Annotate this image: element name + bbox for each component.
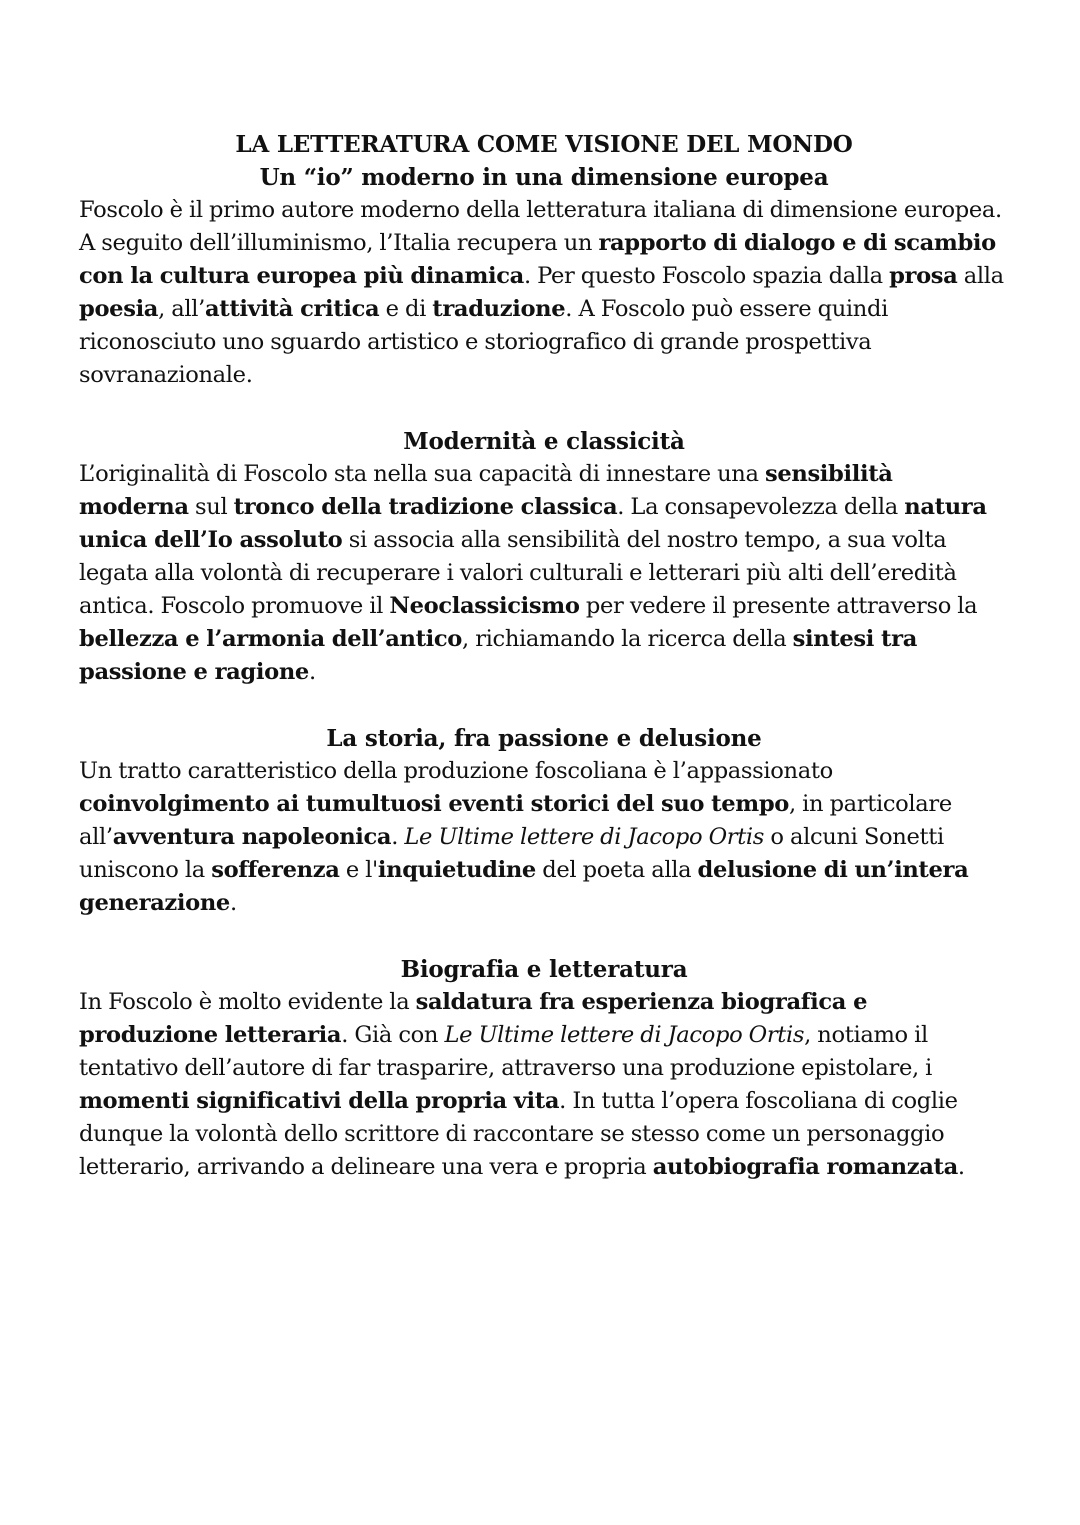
text-run: . xyxy=(391,824,405,850)
bold-text: momenti significativi della propria vita xyxy=(79,1088,560,1114)
section-gap xyxy=(79,392,1009,425)
bold-text: sintesi tra passione e ragione xyxy=(79,626,917,685)
bold-text: bellezza e l’armonia dell’antico xyxy=(79,626,463,652)
bold-text: autobiografia romanzata xyxy=(652,1154,958,1180)
text-run: . Già con xyxy=(341,1022,445,1048)
bold-text: poesia xyxy=(79,296,159,322)
text-run: . Per questo Foscolo spazia dalla xyxy=(523,263,890,289)
bold-text: sensibilità moderna xyxy=(79,461,893,520)
bold-text: Neoclassicismo xyxy=(389,593,580,619)
section-gap xyxy=(79,689,1009,722)
text-run: del poeta alla xyxy=(535,857,698,883)
bold-text: rapporto di dialogo e di scambio con la cultura europea più dinamica xyxy=(79,230,996,289)
text-run: e di xyxy=(379,296,433,322)
text-run: sul xyxy=(188,494,234,520)
italic-title: Le Ultime lettere di Jacopo Ortis xyxy=(444,1022,805,1048)
document-page xyxy=(79,128,1009,1184)
section-gap xyxy=(79,920,1009,953)
bold-text: sofferenza xyxy=(211,857,340,883)
text-run: L’originalità di Foscolo sta nella sua capacità di innestare una xyxy=(79,461,765,487)
paragraph-modernita xyxy=(79,458,1009,689)
section-title-modernita: Modernità e classicità xyxy=(403,428,685,455)
section-title-io-moderno: Un “io” moderno in una dimensione europea xyxy=(259,164,829,191)
italic-title: Le Ultime lettere di Jacopo Ortis xyxy=(404,824,765,850)
text-run: , all’ xyxy=(158,296,205,322)
text-run: . xyxy=(229,890,237,916)
text-run: , in particolare all’ xyxy=(79,791,952,850)
text-run: o alcuni Sonetti uniscono la xyxy=(79,824,944,883)
section-title-biografia: Biografia e letteratura xyxy=(400,956,688,983)
bold-text: traduzione xyxy=(432,296,566,322)
text-run: Un tratto caratteristico della produzione foscoliana è l’appassionato xyxy=(79,758,833,784)
text-run: . La consapevolezza della xyxy=(617,494,905,520)
text-run: , richiamando la ricerca della xyxy=(462,626,793,652)
paragraph-biografia xyxy=(79,986,1009,1184)
paragraph-storia xyxy=(79,755,1009,920)
text-run: In Foscolo è molto evidente la xyxy=(79,989,416,1015)
text-run: Foscolo è il primo autore moderno della letteratura italiana di dimensione europea. A seguito dell’illuminismo, l’Italia recupera un xyxy=(79,197,1002,256)
bold-text: prosa xyxy=(889,263,958,289)
text-run: , notiamo il tentativo dell’autore di far trasparire, attraverso una produzione epistolare, i xyxy=(79,1022,933,1081)
text-run: . xyxy=(957,1154,965,1180)
bold-text: attività critica xyxy=(204,296,380,322)
text-run: e l' xyxy=(339,857,378,883)
section-title-storia: La storia, fra passione e delusione xyxy=(326,725,762,752)
bold-text: natura unica dell’Io assoluto xyxy=(79,494,987,553)
text-run: alla xyxy=(957,263,1004,289)
bold-text: tronco della tradizione classica xyxy=(233,494,618,520)
bold-text: delusione di un’intera generazione xyxy=(79,857,969,916)
text-run: si associa alla sensibilità del nostro tempo, a sua volta legata alla volontà di recuperare i valori culturali e letterari più alti dell’eredità antica. Foscolo promuove il xyxy=(79,527,957,619)
bold-text: saldatura fra esperienza biografica e produzione letteraria xyxy=(79,989,868,1048)
bold-text: coinvolgimento ai tumultuosi eventi storici del suo tempo xyxy=(79,791,789,817)
main-title: LA LETTERATURA COME VISIONE DEL MONDO xyxy=(235,131,853,158)
text-run: . A Foscolo può essere quindi riconosciuto uno sguardo artistico e storiografico di grande prospettiva sovranazionale. xyxy=(79,296,888,388)
text-run: . xyxy=(308,659,316,685)
bold-text: avventura napoleonica xyxy=(112,824,392,850)
text-run: . In tutta l’opera foscoliana di coglie dunque la volontà dello scrittore di raccontare se stesso come un personaggio letterario, arrivando a delineare una vera e propria xyxy=(79,1088,958,1180)
paragraph-io-moderno xyxy=(79,194,1009,392)
text-run: per vedere il presente attraverso la xyxy=(579,593,978,619)
bold-text: inquietudine xyxy=(377,857,536,883)
